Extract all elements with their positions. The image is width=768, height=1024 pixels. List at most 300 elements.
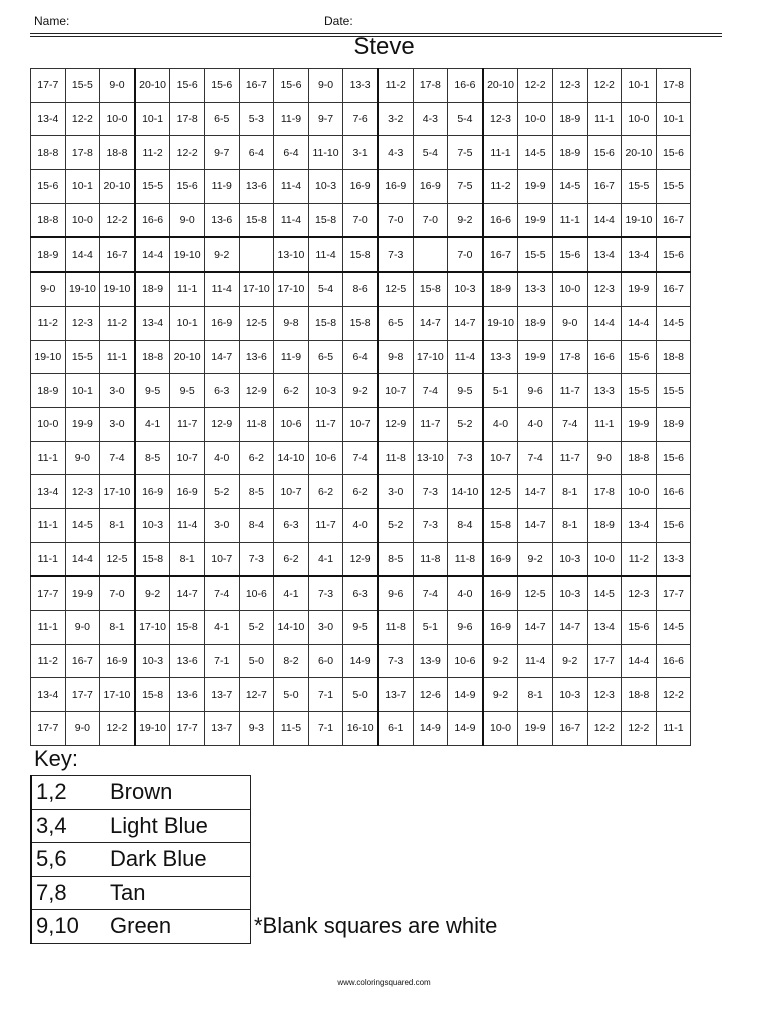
- grid-cell: 7-3: [413, 475, 448, 509]
- grid-cell: 14-5: [656, 306, 691, 340]
- grid-cell: 16-7: [656, 203, 691, 237]
- grid-cell: 17-10: [100, 475, 135, 509]
- grid-cell: 17-10: [239, 272, 274, 306]
- grid-cell: 9-8: [378, 340, 413, 374]
- grid-cell: 4-0: [204, 441, 239, 475]
- grid-cell: 14-10: [274, 441, 309, 475]
- grid-cell: 16-7: [65, 644, 100, 678]
- grid-cell: 17-8: [413, 69, 448, 103]
- grid-cell: 14-9: [448, 678, 483, 712]
- grid-cell: 16-9: [483, 576, 518, 610]
- grid-cell: 11-1: [31, 508, 66, 542]
- grid-cell: 10-7: [204, 542, 239, 576]
- grid-cell: 13-6: [204, 203, 239, 237]
- grid-cell: 12-3: [552, 69, 587, 103]
- grid-cell: 10-1: [135, 102, 170, 136]
- grid-cell: 7-4: [100, 441, 135, 475]
- footer-url: www.coloringsquared.com: [337, 978, 431, 987]
- key-range: 7,8: [31, 876, 106, 910]
- grid-cell: 18-8: [622, 678, 657, 712]
- key-label: Key:: [34, 746, 79, 771]
- key-row: [31, 809, 251, 843]
- grid-cell: 15-5: [656, 374, 691, 408]
- grid-cell: 9-5: [170, 374, 205, 408]
- grid-cell: 15-5: [622, 374, 657, 408]
- grid-cell: 17-7: [587, 644, 622, 678]
- grid-cell: 13-3: [587, 374, 622, 408]
- grid-cell: 13-3: [518, 272, 553, 306]
- grid-cell: 7-4: [343, 441, 378, 475]
- grid-cell: 6-4: [343, 340, 378, 374]
- grid-cell: 14-10: [448, 475, 483, 509]
- key-color: Light Blue: [106, 809, 251, 843]
- grid-row: [31, 407, 691, 441]
- grid-cell: 4-1: [308, 542, 343, 576]
- grid-cell: 10-3: [552, 542, 587, 576]
- grid-cell: 11-1: [587, 407, 622, 441]
- grid-cell: 15-6: [274, 69, 309, 103]
- grid-cell: 10-6: [448, 644, 483, 678]
- grid-cell: 15-5: [622, 170, 657, 204]
- grid-cell: 5-4: [308, 272, 343, 306]
- grid-cell: 5-4: [448, 102, 483, 136]
- grid-cell: 16-6: [483, 203, 518, 237]
- grid-cell: 18-8: [656, 340, 691, 374]
- grid-cell: 11-2: [135, 136, 170, 170]
- grid-cell: 11-8: [413, 542, 448, 576]
- grid-cell: 15-6: [31, 170, 66, 204]
- grid-cell: 16-6: [656, 644, 691, 678]
- grid-cell: 14-9: [448, 712, 483, 746]
- grid-cell: 19-9: [518, 340, 553, 374]
- grid-cell: 20-10: [483, 69, 518, 103]
- grid-cell: 12-5: [518, 576, 553, 610]
- grid-cell: 7-1: [308, 678, 343, 712]
- grid-cell: 18-9: [31, 374, 66, 408]
- grid-cell: 16-10: [343, 712, 378, 746]
- grid-cell: [239, 237, 274, 272]
- grid-cell: 17-10: [135, 611, 170, 645]
- grid-cell: 8-5: [239, 475, 274, 509]
- grid-cell: 20-10: [622, 136, 657, 170]
- grid-cell: 13-10: [274, 237, 309, 272]
- key-row: [31, 843, 251, 877]
- grid-cell: 15-8: [135, 678, 170, 712]
- grid-cell: 6-3: [343, 576, 378, 610]
- grid-cell: 11-1: [587, 102, 622, 136]
- grid-cell: 14-7: [552, 611, 587, 645]
- grid-cell: 13-7: [204, 712, 239, 746]
- grid-cell: 4-3: [378, 136, 413, 170]
- grid-cell: 15-6: [656, 441, 691, 475]
- grid-cell: 14-4: [65, 542, 100, 576]
- grid-cell: 14-9: [413, 712, 448, 746]
- grid-cell: 6-1: [378, 712, 413, 746]
- key-range: 9,10: [31, 910, 106, 944]
- grid-cell: 9-2: [483, 678, 518, 712]
- grid-cell: 15-5: [65, 69, 100, 103]
- grid-cell: 19-10: [31, 340, 66, 374]
- grid-cell: 11-8: [239, 407, 274, 441]
- grid-cell: 20-10: [135, 69, 170, 103]
- grid-cell: 4-1: [204, 611, 239, 645]
- grid-cell: 4-0: [343, 508, 378, 542]
- name-label: Name:: [34, 14, 70, 28]
- grid-cell: 10-3: [552, 576, 587, 610]
- grid-cell: 9-2: [448, 203, 483, 237]
- grid-cell: 19-9: [518, 712, 553, 746]
- grid-cell: 9-2: [343, 374, 378, 408]
- grid-cell: 5-2: [239, 611, 274, 645]
- grid-cell: 10-3: [552, 678, 587, 712]
- grid-cell: 11-7: [413, 407, 448, 441]
- grid-row: [31, 237, 691, 272]
- grid-cell: 16-6: [135, 203, 170, 237]
- grid-cell: 17-10: [413, 340, 448, 374]
- grid-cell: 18-9: [518, 306, 553, 340]
- grid-cell: 5-0: [274, 678, 309, 712]
- grid-cell: 9-6: [378, 576, 413, 610]
- grid-cell: 11-2: [378, 69, 413, 103]
- grid-cell: 18-8: [622, 441, 657, 475]
- grid-row: [31, 374, 691, 408]
- grid-cell: 12-3: [587, 272, 622, 306]
- grid-cell: 11-9: [204, 170, 239, 204]
- grid-cell: 12-2: [100, 712, 135, 746]
- grid-cell: 11-2: [31, 306, 66, 340]
- grid-cell: 5-2: [378, 508, 413, 542]
- grid-cell: 11-5: [274, 712, 309, 746]
- key-range: 3,4: [31, 809, 106, 843]
- key-range: 5,6: [31, 843, 106, 877]
- grid-row: [31, 475, 691, 509]
- grid-cell: 7-0: [448, 237, 483, 272]
- grid-cell: 9-2: [135, 576, 170, 610]
- grid-cell: 11-4: [518, 644, 553, 678]
- grid-cell: 11-7: [308, 508, 343, 542]
- grid-cell: 9-5: [343, 611, 378, 645]
- grid-cell: 14-5: [552, 170, 587, 204]
- grid-cell: 16-7: [587, 170, 622, 204]
- grid-cell: 8-1: [518, 678, 553, 712]
- grid-cell: 10-0: [100, 102, 135, 136]
- grid-cell: 6-5: [308, 340, 343, 374]
- grid-cell: 12-9: [343, 542, 378, 576]
- grid-cell: 10-3: [135, 644, 170, 678]
- grid-cell: 9-0: [308, 69, 343, 103]
- key-color: Green: [106, 910, 251, 944]
- grid-cell: 12-2: [587, 69, 622, 103]
- grid-cell: 6-2: [239, 441, 274, 475]
- grid-cell: 7-1: [204, 644, 239, 678]
- grid-cell: 11-1: [31, 542, 66, 576]
- grid-cell: 11-7: [170, 407, 205, 441]
- grid-cell: 4-3: [413, 102, 448, 136]
- grid-cell: 8-5: [378, 542, 413, 576]
- grid-cell: 10-7: [274, 475, 309, 509]
- math-grid: [30, 68, 691, 746]
- grid-cell: 9-3: [239, 712, 274, 746]
- grid-cell: 13-4: [622, 237, 657, 272]
- key-row: [31, 876, 251, 910]
- grid-cell: 14-10: [274, 611, 309, 645]
- grid-cell: 11-1: [100, 340, 135, 374]
- grid-cell: 5-0: [239, 644, 274, 678]
- grid-cell: 11-4: [204, 272, 239, 306]
- key-color: Brown: [106, 776, 251, 810]
- key-row: [31, 776, 251, 810]
- grid-cell: 8-2: [274, 644, 309, 678]
- grid-cell: 11-1: [552, 203, 587, 237]
- page-title: Steve: [353, 33, 415, 60]
- grid-cell: 20-10: [100, 170, 135, 204]
- grid-cell: 13-9: [413, 644, 448, 678]
- grid-cell: 7-3: [448, 441, 483, 475]
- grid-cell: 12-2: [100, 203, 135, 237]
- grid-cell: 9-5: [448, 374, 483, 408]
- grid-cell: 10-0: [483, 712, 518, 746]
- grid-cell: 10-3: [448, 272, 483, 306]
- grid-cell: 15-5: [518, 237, 553, 272]
- grid-cell: 10-1: [622, 69, 657, 103]
- grid-cell: 11-8: [448, 542, 483, 576]
- grid-cell: 18-9: [31, 237, 66, 272]
- grid-cell: 10-0: [65, 203, 100, 237]
- grid-cell: 10-3: [308, 374, 343, 408]
- grid-cell: 15-6: [622, 611, 657, 645]
- grid-cell: 6-4: [239, 136, 274, 170]
- grid-cell: 9-0: [65, 611, 100, 645]
- grid-cell: 11-4: [274, 203, 309, 237]
- grid-cell: 18-9: [483, 272, 518, 306]
- grid-cell: 10-3: [308, 170, 343, 204]
- grid-row: [31, 203, 691, 237]
- grid-cell: 8-1: [100, 611, 135, 645]
- grid-cell: 4-1: [135, 407, 170, 441]
- grid-cell: 3-0: [100, 374, 135, 408]
- grid-cell: 5-2: [204, 475, 239, 509]
- grid-cell: 15-5: [656, 170, 691, 204]
- grid-cell: 10-6: [308, 441, 343, 475]
- grid-cell: 9-8: [274, 306, 309, 340]
- grid-cell: 11-1: [170, 272, 205, 306]
- grid-cell: 12-3: [65, 306, 100, 340]
- grid-cell: 10-0: [622, 102, 657, 136]
- grid-row: [31, 611, 691, 645]
- grid-cell: 19-9: [518, 203, 553, 237]
- grid-cell: 13-6: [239, 170, 274, 204]
- grid-cell: 11-7: [308, 407, 343, 441]
- grid-cell: 12-3: [65, 475, 100, 509]
- grid-cell: 16-9: [204, 306, 239, 340]
- grid-cell: 7-3: [378, 644, 413, 678]
- grid-cell: 14-7: [170, 576, 205, 610]
- grid-cell: 14-9: [343, 644, 378, 678]
- grid-cell: 17-7: [65, 678, 100, 712]
- grid-cell: 12-2: [622, 712, 657, 746]
- grid-cell: 9-0: [100, 69, 135, 103]
- grid-cell: 6-0: [308, 644, 343, 678]
- grid-cell: 12-5: [100, 542, 135, 576]
- grid-cell: 14-7: [518, 475, 553, 509]
- grid-cell: 11-8: [378, 441, 413, 475]
- grid-cell: 18-8: [100, 136, 135, 170]
- grid-cell: 10-1: [65, 170, 100, 204]
- grid-cell: 14-4: [587, 306, 622, 340]
- grid-cell: 15-8: [343, 306, 378, 340]
- grid-cell: 16-6: [587, 340, 622, 374]
- grid-cell: 14-4: [622, 306, 657, 340]
- grid-cell: 10-7: [343, 407, 378, 441]
- grid-cell: 13-7: [204, 678, 239, 712]
- grid-cell: 8-4: [239, 508, 274, 542]
- grid-cell: 12-9: [239, 374, 274, 408]
- grid-cell: 7-0: [100, 576, 135, 610]
- grid-cell: 17-7: [31, 576, 66, 610]
- grid-cell: 16-7: [239, 69, 274, 103]
- grid-cell: 13-6: [239, 340, 274, 374]
- grid-cell: 5-0: [343, 678, 378, 712]
- grid-cell: 15-6: [552, 237, 587, 272]
- grid-cell: 14-4: [622, 644, 657, 678]
- grid-cell: 9-2: [204, 237, 239, 272]
- grid-cell: 7-3: [239, 542, 274, 576]
- grid-cell: 11-4: [170, 508, 205, 542]
- grid-cell: 7-4: [552, 407, 587, 441]
- grid-cell: 19-10: [170, 237, 205, 272]
- grid-cell: 4-0: [483, 407, 518, 441]
- grid-cell: 13-4: [622, 508, 657, 542]
- grid-cell: 7-0: [378, 203, 413, 237]
- grid-cell: 11-1: [656, 712, 691, 746]
- grid-cell: 7-4: [413, 576, 448, 610]
- grid-cell: 15-8: [483, 508, 518, 542]
- grid-cell: 17-7: [656, 576, 691, 610]
- grid-cell: 3-1: [343, 136, 378, 170]
- grid-cell: 17-7: [31, 712, 66, 746]
- grid-cell: 10-6: [239, 576, 274, 610]
- grid-cell: 7-0: [413, 203, 448, 237]
- grid-cell: 13-4: [31, 678, 66, 712]
- grid-cell: 12-5: [483, 475, 518, 509]
- grid-cell: 19-10: [483, 306, 518, 340]
- grid-cell: 7-6: [343, 102, 378, 136]
- grid-cell: 7-0: [343, 203, 378, 237]
- grid-cell: 15-6: [622, 340, 657, 374]
- grid-cell: 19-10: [100, 272, 135, 306]
- grid-cell: 11-8: [378, 611, 413, 645]
- grid-cell: 13-4: [31, 475, 66, 509]
- grid-cell: 6-5: [378, 306, 413, 340]
- grid-cell: 5-4: [413, 136, 448, 170]
- grid-cell: 7-1: [308, 712, 343, 746]
- grid-cell: 11-7: [552, 374, 587, 408]
- grid-cell: 10-0: [587, 542, 622, 576]
- grid-cell: 11-2: [483, 170, 518, 204]
- grid-cell: 10-7: [378, 374, 413, 408]
- grid-cell: 11-7: [552, 441, 587, 475]
- grid-cell: 10-1: [65, 374, 100, 408]
- grid-cell: 14-7: [204, 340, 239, 374]
- grid-cell: 12-2: [656, 678, 691, 712]
- grid-cell: 14-5: [587, 576, 622, 610]
- grid-cell: 15-6: [656, 136, 691, 170]
- grid-cell: 15-5: [135, 170, 170, 204]
- grid-cell: 14-7: [448, 306, 483, 340]
- grid-cell: 14-5: [518, 136, 553, 170]
- grid-cell: 19-9: [65, 407, 100, 441]
- grid-cell: 18-8: [135, 340, 170, 374]
- grid-row: [31, 69, 691, 103]
- grid-cell: 7-3: [413, 508, 448, 542]
- grid-cell: 19-9: [622, 272, 657, 306]
- grid-cell: 13-6: [170, 678, 205, 712]
- grid-cell: 16-6: [448, 69, 483, 103]
- color-key: [30, 775, 251, 944]
- grid-cell: 14-7: [413, 306, 448, 340]
- grid-cell: 10-0: [552, 272, 587, 306]
- grid-cell: 11-9: [274, 102, 309, 136]
- grid-cell: 18-8: [31, 203, 66, 237]
- grid-cell: 9-0: [65, 712, 100, 746]
- grid-cell: 19-9: [518, 170, 553, 204]
- grid-cell: 11-2: [100, 306, 135, 340]
- grid-cell: 5-2: [448, 407, 483, 441]
- grid-cell: 18-9: [135, 272, 170, 306]
- grid-cell: 11-1: [31, 611, 66, 645]
- grid-row: [31, 508, 691, 542]
- grid-cell: 18-9: [656, 407, 691, 441]
- grid-cell: 15-6: [204, 69, 239, 103]
- grid-row: [31, 340, 691, 374]
- grid-cell: 13-4: [31, 102, 66, 136]
- grid-row: [31, 644, 691, 678]
- grid-cell: 11-1: [483, 136, 518, 170]
- grid-cell: 6-4: [274, 136, 309, 170]
- grid-cell: 3-0: [100, 407, 135, 441]
- grid-cell: 17-7: [170, 712, 205, 746]
- grid-cell: 13-4: [587, 611, 622, 645]
- grid-cell: 19-9: [622, 407, 657, 441]
- key-color: Dark Blue: [106, 843, 251, 877]
- grid-cell: 13-3: [483, 340, 518, 374]
- grid-cell: 15-8: [343, 237, 378, 272]
- grid-cell: 11-4: [448, 340, 483, 374]
- grid-row: [31, 272, 691, 306]
- grid-cell: 12-2: [170, 136, 205, 170]
- grid-cell: 17-8: [552, 340, 587, 374]
- grid-cell: 17-8: [170, 102, 205, 136]
- grid-cell: 8-5: [135, 441, 170, 475]
- grid-cell: 19-9: [65, 576, 100, 610]
- date-label: Date:: [324, 14, 353, 28]
- grid-cell: 13-3: [343, 69, 378, 103]
- grid-cell: 16-7: [483, 237, 518, 272]
- grid-row: [31, 678, 691, 712]
- grid-row: [31, 306, 691, 340]
- grid-cell: 10-3: [135, 508, 170, 542]
- grid-cell: 5-1: [483, 374, 518, 408]
- grid-cell: 11-4: [274, 170, 309, 204]
- grid-cell: 8-1: [170, 542, 205, 576]
- grid-cell: 12-3: [587, 678, 622, 712]
- grid-cell: 13-3: [656, 542, 691, 576]
- grid-cell: 8-1: [552, 475, 587, 509]
- grid-cell: 15-6: [170, 170, 205, 204]
- grid-cell: 9-7: [308, 102, 343, 136]
- grid-cell: 14-4: [135, 237, 170, 272]
- grid-cell: [413, 237, 448, 272]
